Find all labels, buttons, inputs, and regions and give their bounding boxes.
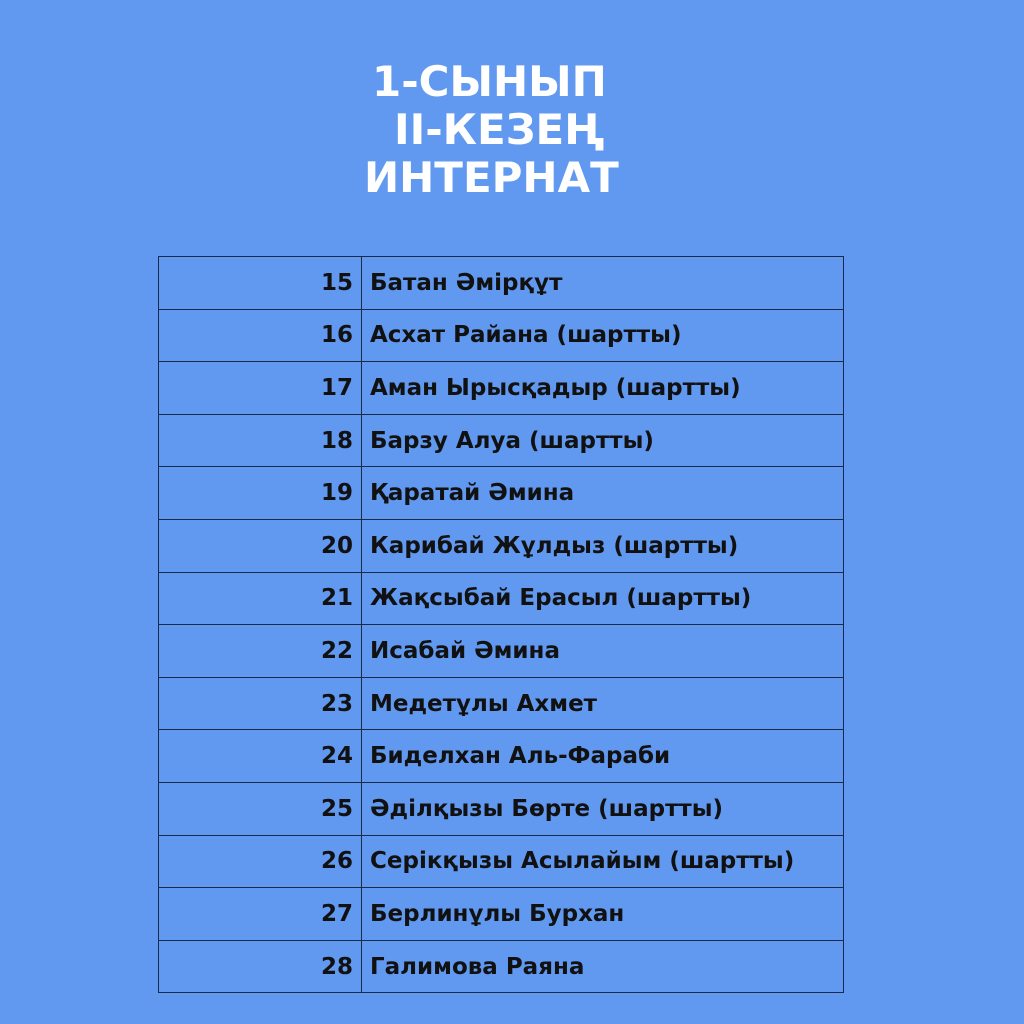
student-number: 23: [159, 677, 362, 730]
student-name: Серікқызы Асылайым (шартты): [362, 835, 844, 888]
student-number: 21: [159, 572, 362, 625]
table-row: [159, 835, 844, 888]
student-name: Карибай Жұлдыз (шартты): [362, 519, 844, 572]
title-boarding: ИНТЕРНАТ: [364, 153, 619, 202]
table-row: [159, 572, 844, 625]
student-name: Биделхан Аль-Фараби: [362, 730, 844, 783]
student-name: Қаратай Әмина: [362, 467, 844, 520]
table-row: [159, 362, 844, 415]
table-row: [159, 467, 844, 520]
student-number: 22: [159, 625, 362, 678]
table-row: [159, 940, 844, 993]
student-number: 17: [159, 362, 362, 415]
student-number: 28: [159, 940, 362, 993]
table-row: [159, 730, 844, 783]
student-number: 27: [159, 888, 362, 941]
student-number: 26: [159, 835, 362, 888]
table-row: [159, 677, 844, 730]
student-number: 25: [159, 782, 362, 835]
page-title: [360, 58, 660, 202]
student-name: Батан Әмірқұт: [362, 257, 844, 310]
table-row: [159, 782, 844, 835]
student-table: [158, 256, 844, 993]
student-name: Галимова Раяна: [362, 940, 844, 993]
student-number: 19: [159, 467, 362, 520]
table-row: [159, 309, 844, 362]
student-name: Әділқызы Бөрте (шартты): [362, 782, 844, 835]
table-row: [159, 888, 844, 941]
table-row: [159, 625, 844, 678]
table-row: [159, 519, 844, 572]
student-number: 15: [159, 257, 362, 310]
student-name: Исабай Әмина: [362, 625, 844, 678]
title-class: 1-СЫНЫП: [372, 57, 607, 106]
student-name: Барзу Алуа (шартты): [362, 414, 844, 467]
table-row: [159, 257, 844, 310]
student-number: 18: [159, 414, 362, 467]
table-row: [159, 414, 844, 467]
student-number: 16: [159, 309, 362, 362]
title-stage: II-КЕЗЕҢ: [394, 105, 605, 154]
student-name: Медетұлы Ахмет: [362, 677, 844, 730]
student-number: 20: [159, 519, 362, 572]
student-number: 24: [159, 730, 362, 783]
student-name: Асхат Райана (шартты): [362, 309, 844, 362]
student-name: Аман Ырысқадыр (шартты): [362, 362, 844, 415]
student-name: Берлинұлы Бурхан: [362, 888, 844, 941]
student-name: Жақсыбай Ерасыл (шартты): [362, 572, 844, 625]
